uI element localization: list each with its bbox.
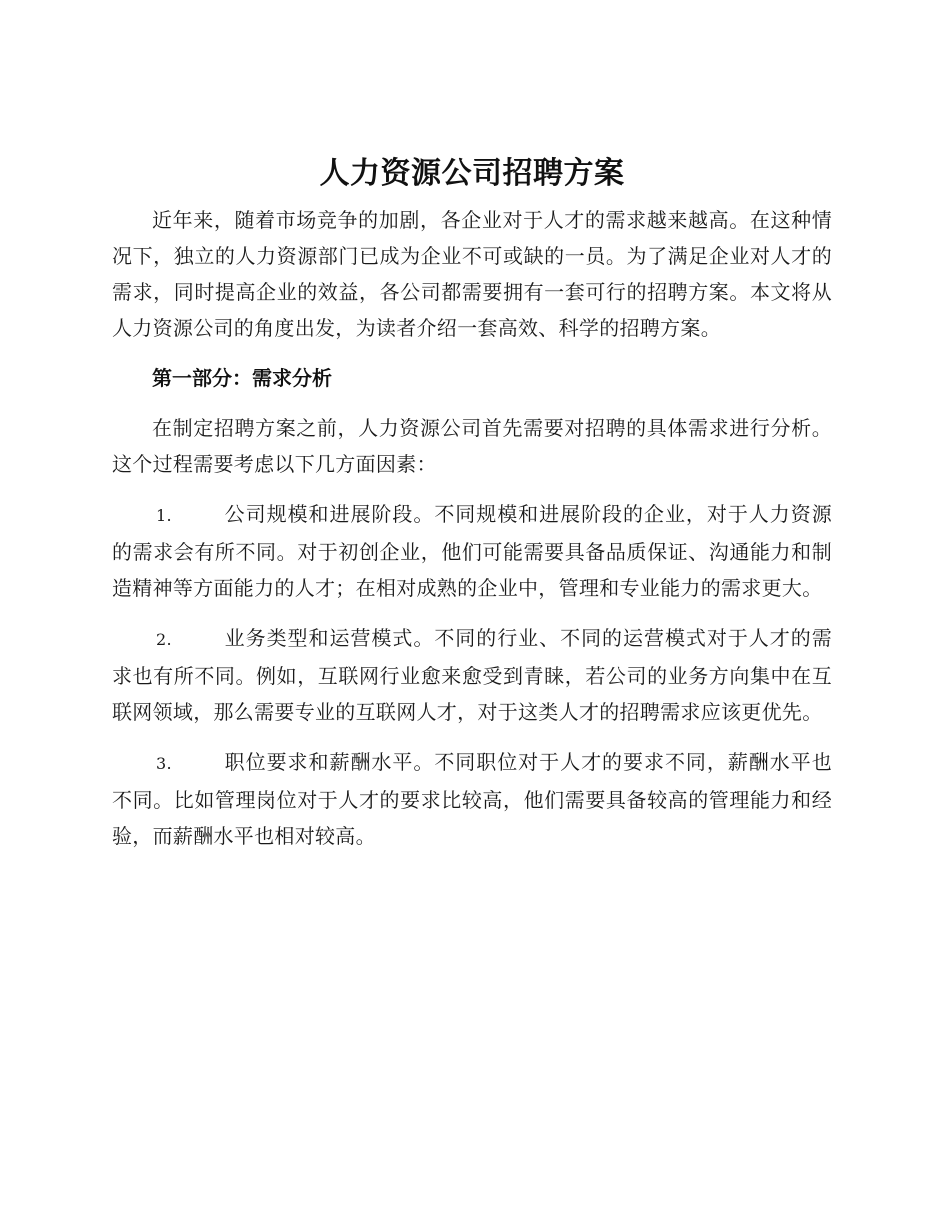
list-item-3: 3. 职位要求和薪酬水平。不同职位对于人才的要求不同，薪酬水平也不同。比如管理岗位对于人才的要求比较高，他们需要具备较高的管理能力和经验，而薪酬水平也相对较高。 (112, 750, 832, 848)
document-title: 人力资源公司招聘方案 (319, 156, 625, 191)
list-item-text: 职位要求和薪酬水平。不同职位对于人才的要求不同，薪酬水平也不同。比如管理岗位对于人才的要求比较高，他们需要具备较高的管理能力和经验，而薪酬水平也相对较高。 (112, 750, 832, 848)
section-heading-demand-analysis: 第一部分：需求分析 (152, 366, 332, 390)
document-body (112, 148, 832, 854)
list-item-text: 公司规模和进展阶段。不同规模和进展阶段的企业，对于人力资源的需求会有所不同。对于初创企业，他们可能需要具备品质保证、沟通能力和制造精神等方面能力的人才；在相对成熟的企业中，管理和专业能力的需求更大。 (112, 502, 832, 600)
section-lead-paragraph: 在制定招聘方案之前，人力资源公司首先需要对招聘的具体需求进行分析。这个过程需要考虑以下几方面因素： (112, 416, 832, 476)
list-item-text: 业务类型和运营模式。不同的行业、不同的运营模式对于人才的需求也有所不同。例如，互联网行业愈来愈受到青睐，若公司的业务方向集中在互联网领域，那么需要专业的互联网人才，对于这类人才的招聘需求应该更优先。 (112, 626, 832, 724)
intro-paragraph: 近年来，随着市场竞争的加剧，各企业对于人才的需求越来越高。在这种情况下，独立的人力资源部门已成为企业不可或缺的一员。为了满足企业对人才的需求，同时提高企业的效益，各公司都需要拥有一套可行的招聘方案。本文将从人力资源公司的角度出发，为读者介绍一套高效、科学的招聘方案。 (112, 208, 832, 340)
list-item-2: 2. 业务类型和运营模式。不同的行业、不同的运营模式对于人才的需求也有所不同。例如，互联网行业愈来愈受到青睐，若公司的业务方向集中在互联网领域，那么需要专业的互联网人才，对于这类人才的招聘需求应该更优先。 (112, 626, 832, 724)
list-item-1: 1. 公司规模和进展阶段。不同规模和进展阶段的企业，对于人力资源的需求会有所不同。对于初创企业，他们可能需要具备品质保证、沟通能力和制造精神等方面能力的人才；在相对成熟的企业中，管理和专业能力的需求更大。 (112, 502, 832, 600)
